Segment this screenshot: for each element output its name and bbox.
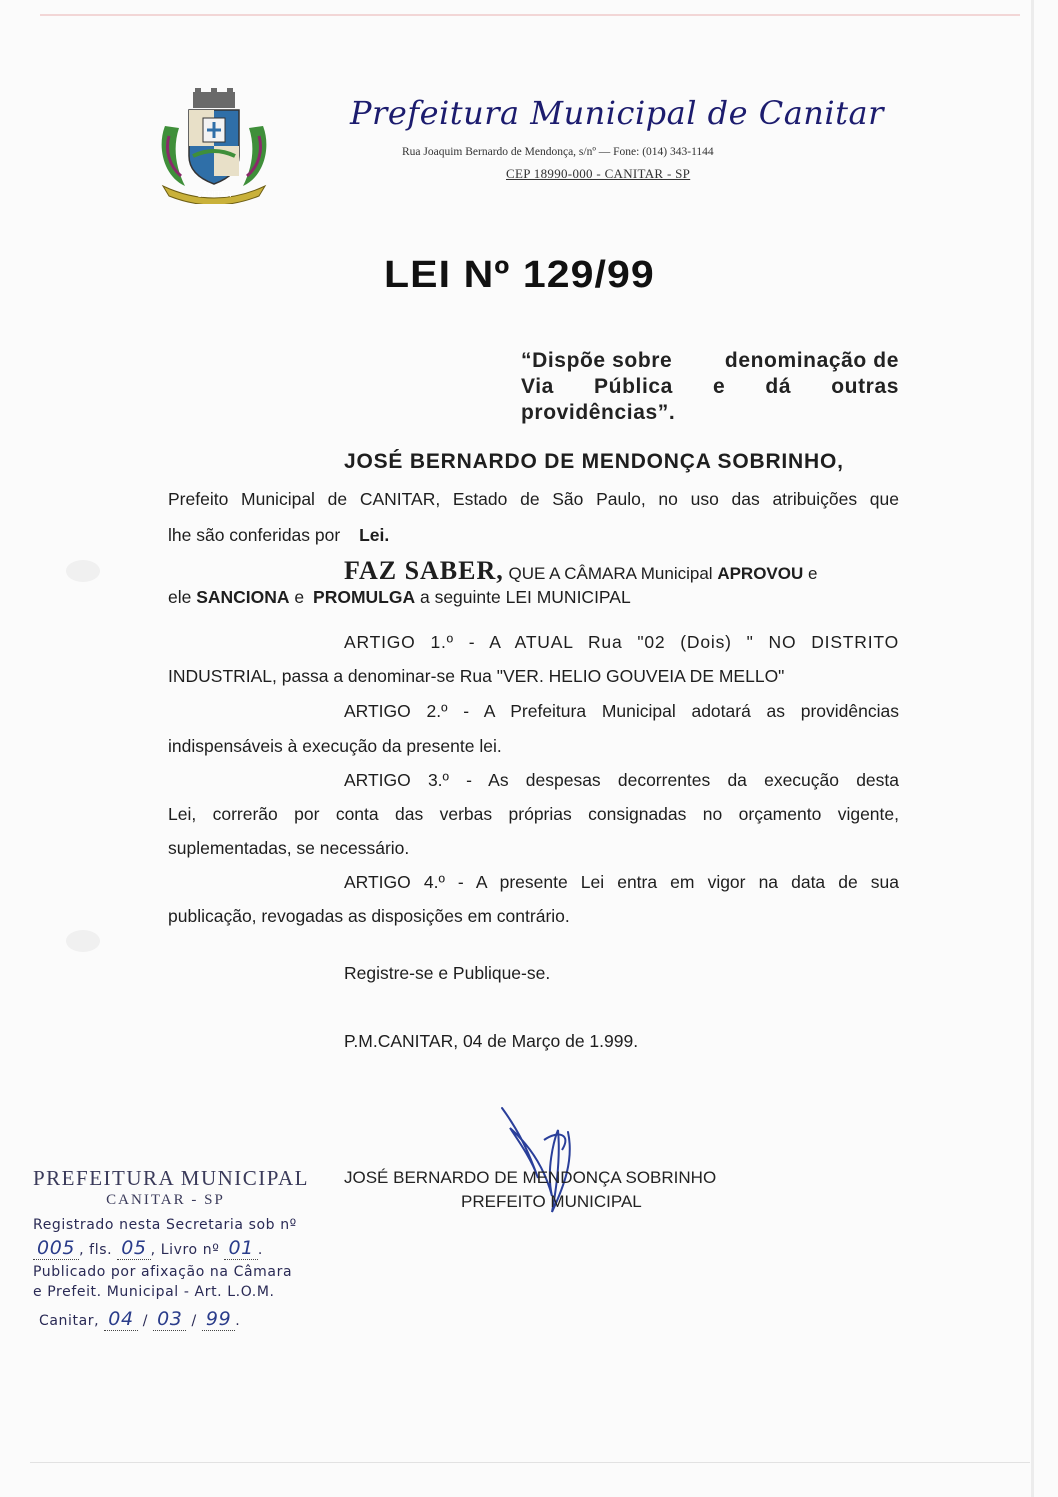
intro-text-bold: Lei. (359, 525, 390, 545)
signer-role: PREFEITO MUNICIPAL (461, 1192, 642, 1211)
faz-promulga: PROMULGA (313, 587, 416, 607)
ementa-text: Pública (594, 375, 673, 398)
top-edge-line (40, 14, 1020, 16)
article-text: ARTIGO 1.º - A ATUAL Rua "02 (Dois) " NO DISTRITO (344, 632, 899, 652)
ementa-text: dá (765, 375, 792, 398)
stamp-livro-value: 01 (224, 1237, 257, 1260)
faz-saber: FAZ SABER, (344, 556, 504, 585)
article-text: ARTIGO 4.º - A presente Lei entra em vigor na data de sua (344, 872, 899, 892)
faz-text: e (289, 587, 310, 607)
faz-text: a seguinte LEI MUNICIPAL (415, 587, 631, 607)
bottom-edge-line (30, 1462, 1030, 1463)
faz-text: e (803, 564, 818, 583)
stamp-day: 04 (104, 1308, 137, 1331)
ementa-text: Via (521, 375, 554, 398)
article-2-line-2: indispensáveis à execução da presente lei. (168, 736, 502, 756)
date-line: P.M.CANITAR, 04 de Março de 1.999. (344, 1031, 639, 1051)
faz-saber-line-2 (168, 587, 631, 608)
stamp-year: 99 (202, 1308, 235, 1331)
faz-text: ele (168, 587, 197, 607)
svg-text:CANITAR: CANITAR (196, 190, 232, 199)
ementa-text: “Dispõe sobre (521, 349, 673, 372)
law-title: LEI Nº 129/99 (384, 254, 655, 296)
article-4-line-2: publicação, revogadas as disposições em contrário. (168, 906, 570, 926)
right-edge-line (1031, 0, 1034, 1497)
law-ementa (521, 348, 899, 426)
stamp-city: CANITAR - SP (106, 1192, 225, 1208)
faz-text: QUE A CÂMARA Municipal (503, 564, 718, 583)
stamp-label: , Livro nº (150, 1242, 220, 1258)
registre-line: Registre-se e Publique-se. (344, 963, 551, 983)
article-3-line-1 (344, 770, 899, 791)
intro-text: lhe são conferidas por (168, 525, 341, 545)
stamp-article: e Prefeit. Municipal - Art. L.O.M. (33, 1284, 275, 1300)
stamp-label: , fls. (79, 1242, 113, 1258)
stamp-month: 03 (153, 1308, 186, 1331)
article-text: ARTIGO 2.º - A Prefeitura Municipal adotará as providências (344, 701, 899, 721)
stamp-fls-value: 05 (117, 1237, 150, 1260)
article-3-line-3: suplementadas, se necessário. (168, 838, 410, 858)
punch-hole (66, 930, 100, 952)
signer-name: JOSÉ BERNARDO DE MENDONÇA SOBRINHO (344, 1168, 717, 1187)
intro-text: Prefeito Municipal de CANITAR, Estado de São Paulo, no uso das atribuições que (168, 489, 899, 509)
intro-line-2 (168, 525, 389, 546)
registration-stamp (33, 1166, 338, 1331)
stamp-date: Canitar, 04 / 03 / 99 . (39, 1308, 241, 1330)
mayor-name: JOSÉ BERNARDO DE MENDONÇA SOBRINHO, (344, 450, 844, 473)
ementa-text: providências”. (521, 401, 676, 424)
header-title: Prefeitura Municipal de Canitar (350, 94, 884, 132)
stamp-published: Publicado por afixação na Câmara (33, 1264, 293, 1280)
article-3-line-2 (168, 804, 899, 825)
intro-line (168, 489, 899, 510)
faz-saber-line (344, 556, 817, 586)
article-text: ARTIGO 3.º - As despesas decorrentes da execução desta (344, 770, 899, 790)
article-2-line-1 (344, 701, 899, 722)
stamp-reg-number: 005 (33, 1237, 79, 1260)
ementa-text: denominação de (724, 349, 899, 372)
article-1-line-2: INDUSTRIAL, passa a denominar-se Rua "VER. HELIO GOUVEIA DE MELLO" (168, 666, 785, 686)
punch-hole (66, 560, 100, 582)
article-text: Lei, correrão por conta das verbas próprias consignadas no orçamento vigente, (168, 804, 899, 824)
stamp-title: PREFEITURA MUNICIPAL (33, 1166, 310, 1190)
faz-aprovou: APROVOU (717, 564, 804, 583)
article-1-line-1 (344, 632, 899, 653)
ementa-text: outras (831, 375, 899, 398)
header-cep: CEP 18990-000 - CANITAR - SP (506, 166, 691, 181)
stamp-label: Canitar, (39, 1313, 100, 1329)
stamp-registered: Registrado nesta Secretaria sob nº (33, 1217, 297, 1233)
article-4-line-1 (344, 872, 899, 893)
stamp-numbers: 005 , fls. 05 , Livro nº 01 . (33, 1237, 338, 1260)
faz-sanciona: SANCIONA (196, 587, 290, 607)
ementa-text: e (713, 375, 726, 398)
header-address: Rua Joaquim Bernardo de Mendonça, s/nº — Fone: (014) 343-1144 (402, 146, 714, 158)
coat-of-arms-icon (155, 86, 273, 204)
